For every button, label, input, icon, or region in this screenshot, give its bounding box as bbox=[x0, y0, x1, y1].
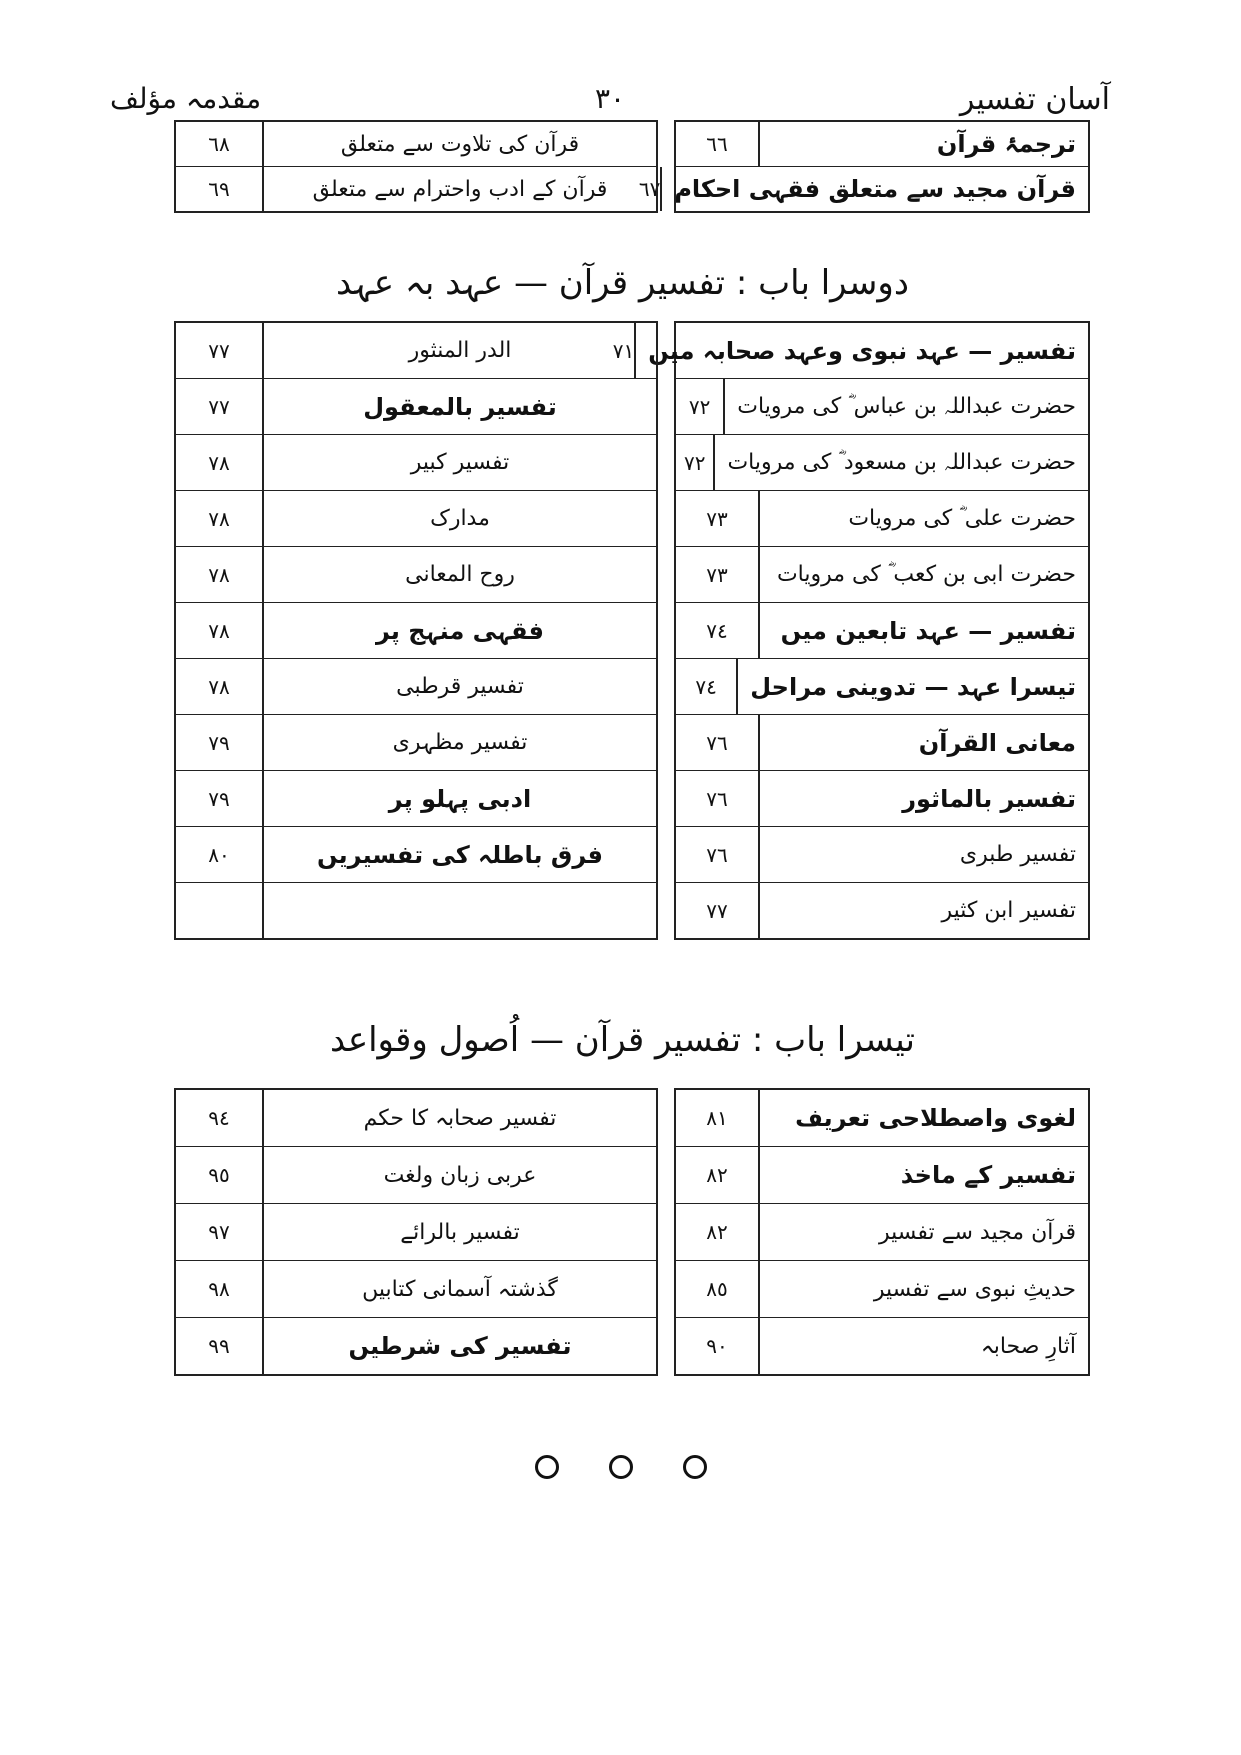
toc-entry-title: حضرت علی ؓ کی مرویات bbox=[848, 506, 1076, 531]
toc-entry-title: ترجمۂ قرآن bbox=[936, 130, 1076, 158]
chapter-2-heading: دوسرا باب : تفسیر قرآن — عہد بہ عہد bbox=[336, 263, 909, 303]
toc-entry-page: ٨١ bbox=[676, 1090, 760, 1146]
toc-row bbox=[676, 1318, 1088, 1374]
toc-row bbox=[176, 122, 656, 167]
toc-entry-title: فرق باطلہ کی تفسیریں bbox=[317, 840, 603, 869]
toc-entry-title: لغوی واصطلاحی تعریف bbox=[795, 1104, 1076, 1132]
toc-entry-page: ٩٧ bbox=[176, 1204, 264, 1260]
toc-row bbox=[176, 379, 656, 435]
toc-row bbox=[676, 659, 1088, 715]
toc-entry-title: قرآن مجید سے متعلق فقہی احکام bbox=[674, 175, 1076, 203]
toc-entry-title: الدر المنثور bbox=[408, 338, 512, 363]
toc-entry-page: ٧٦ bbox=[676, 715, 760, 770]
end-ornament bbox=[0, 1455, 1241, 1479]
toc-row bbox=[176, 323, 656, 379]
toc-entry-page: ٧٨ bbox=[176, 547, 264, 602]
toc-entry-title: تفسیر قرطبی bbox=[396, 674, 524, 699]
toc-column-left bbox=[174, 321, 658, 940]
toc-entry-page: ٩٥ bbox=[176, 1147, 264, 1203]
toc-row bbox=[176, 1147, 656, 1204]
toc-entry-title: قرآن کی تلاوت سے متعلق bbox=[340, 131, 580, 157]
toc-row bbox=[676, 435, 1088, 491]
toc-row bbox=[176, 491, 656, 547]
book-title: آسان تفسیر bbox=[959, 82, 1110, 117]
toc-entry-title: تفسیر بالرائے bbox=[400, 1219, 520, 1245]
toc-row bbox=[676, 547, 1088, 603]
toc-entry-title: حضرت ابی بن کعب ؓ کی مرویات bbox=[776, 562, 1076, 587]
toc-entry-page: ٧٧ bbox=[176, 379, 264, 434]
toc-entry-title: تفسیر بالمعقول bbox=[363, 392, 557, 421]
toc-entry-page: ٧٤ bbox=[676, 603, 760, 658]
toc-row bbox=[638, 167, 1088, 211]
toc-entry-page: ٧٢ bbox=[676, 379, 725, 434]
toc-column-right bbox=[612, 321, 1090, 940]
toc-entry-page: ٧٨ bbox=[176, 491, 264, 546]
ornament-circle bbox=[535, 1455, 559, 1479]
toc-row bbox=[676, 1147, 1088, 1204]
toc-row bbox=[176, 883, 656, 938]
toc-entry-page: ٨٢ bbox=[676, 1204, 760, 1260]
toc-entry-page: ٩٠ bbox=[676, 1318, 760, 1374]
toc-entry-title: حضرت عبداللہ بن مسعود ؓ کی مرویات bbox=[727, 450, 1076, 475]
toc-row bbox=[676, 771, 1088, 827]
toc-row bbox=[176, 1090, 656, 1147]
toc-entry-title: عربی زبان ولغت bbox=[383, 1162, 537, 1188]
toc-table-3 bbox=[155, 1088, 1090, 1376]
toc-entry-title: تفسیر کے ماخذ bbox=[900, 1161, 1076, 1189]
toc-entry-title: تفسیر — عہد تابعین میں bbox=[780, 616, 1076, 645]
toc-entry-title: تفسیر صحابہ کا حکم bbox=[363, 1105, 557, 1131]
toc-row bbox=[176, 547, 656, 603]
toc-entry-page: ٨٢ bbox=[676, 1147, 760, 1203]
toc-row bbox=[176, 1261, 656, 1318]
toc-entry-page: ٦٦ bbox=[676, 122, 760, 166]
toc-row bbox=[176, 435, 656, 491]
toc-entry-title: تفسیر مظہری bbox=[392, 730, 528, 755]
toc-entry-page: ٧٩ bbox=[176, 715, 264, 770]
toc-column-left bbox=[174, 120, 658, 213]
toc-row bbox=[676, 122, 1088, 167]
toc-row bbox=[676, 491, 1088, 547]
ornament-circle bbox=[683, 1455, 707, 1479]
toc-entry-page: ٦٩ bbox=[176, 167, 264, 211]
toc-entry-page: ٧٤ bbox=[676, 659, 738, 714]
toc-entry-page: ٧٢ bbox=[676, 435, 715, 490]
toc-entry-page: ٧٦ bbox=[676, 827, 760, 882]
ornament-circle bbox=[609, 1455, 633, 1479]
toc-entry-page: ٨٠ bbox=[176, 827, 264, 882]
chapter-3-heading: تیسرا باب : تفسیر قرآن — اُصول وقواعد bbox=[329, 1020, 916, 1060]
toc-entry-title: قرآن کے ادب واحترام سے متعلق bbox=[312, 176, 608, 202]
toc-entry-page: ٦٨ bbox=[176, 122, 264, 166]
toc-row bbox=[676, 883, 1088, 938]
toc-row bbox=[676, 715, 1088, 771]
toc-entry-title: گذشتہ آسمانی کتابیں bbox=[362, 1276, 558, 1302]
toc-row bbox=[676, 379, 1088, 435]
toc-entry-title: تفسیر کی شرطیں bbox=[348, 1332, 572, 1360]
section-title: مقدمہ مؤلف bbox=[110, 82, 262, 115]
toc-entry-page: ٧٨ bbox=[176, 603, 264, 658]
toc-entry-title: ادبی پہلو پر bbox=[388, 784, 532, 813]
toc-entry-title: فقہی منہج پر bbox=[376, 616, 544, 645]
toc-row bbox=[176, 1318, 656, 1374]
toc-row bbox=[176, 659, 656, 715]
toc-entry-title: تیسرا عہد — تدوینی مراحل bbox=[750, 672, 1076, 701]
toc-entry-page: ٧٧ bbox=[176, 323, 264, 378]
toc-table-2 bbox=[155, 321, 1090, 940]
toc-entry-page: ٨٥ bbox=[676, 1261, 760, 1317]
toc-column-left bbox=[174, 1088, 658, 1376]
page-number: ۳۰ bbox=[594, 82, 626, 115]
toc-row bbox=[676, 603, 1088, 659]
toc-row bbox=[176, 771, 656, 827]
toc-row bbox=[176, 715, 656, 771]
toc-entry-page: ٩٩ bbox=[176, 1318, 264, 1374]
toc-entry-page: ٧١ bbox=[613, 323, 636, 378]
toc-entry-title: تفسیر — عہد نبوی وعہد صحابہ میں bbox=[648, 336, 1076, 365]
toc-row bbox=[612, 323, 1088, 379]
toc-column-right bbox=[674, 1088, 1090, 1376]
toc-entry-title: تفسیر ابن کثیر bbox=[941, 898, 1076, 923]
toc-entry-title: روح المعانی bbox=[405, 562, 515, 587]
toc-entry-title: قرآن مجید سے تفسیر bbox=[878, 1219, 1076, 1245]
toc-entry-page bbox=[176, 883, 264, 938]
toc-entry-title: تفسیر کبیر bbox=[410, 450, 510, 475]
toc-entry-page: ٧٧ bbox=[676, 883, 760, 938]
toc-entry-page: ٦٧ bbox=[639, 167, 662, 211]
toc-entry-title: تفسیر بالماثور bbox=[902, 784, 1076, 813]
toc-entry-title bbox=[264, 883, 656, 938]
toc-column-right bbox=[638, 120, 1090, 213]
toc-row bbox=[176, 1204, 656, 1261]
toc-entry-title: تفسیر طبری bbox=[959, 842, 1076, 867]
toc-entry-title: آثارِ صحابہ bbox=[980, 1333, 1076, 1359]
toc-row bbox=[676, 1090, 1088, 1147]
toc-row bbox=[676, 827, 1088, 883]
toc-entry-page: ٧٣ bbox=[676, 547, 760, 602]
toc-row bbox=[676, 1204, 1088, 1261]
toc-row bbox=[176, 603, 656, 659]
toc-entry-page: ٧٦ bbox=[676, 771, 760, 826]
toc-entry-page: ٧٨ bbox=[176, 435, 264, 490]
toc-entry-title: معانی القرآن bbox=[918, 728, 1076, 757]
toc-row bbox=[676, 1261, 1088, 1318]
toc-entry-title: حدیثِ نبوی سے تفسیر bbox=[873, 1276, 1076, 1302]
toc-table-1 bbox=[155, 120, 1090, 213]
toc-entry-page: ٧٣ bbox=[676, 491, 760, 546]
toc-row bbox=[176, 167, 656, 211]
toc-entry-page: ٧٨ bbox=[176, 659, 264, 714]
toc-row bbox=[176, 827, 656, 883]
toc-entry-page: ٧٩ bbox=[176, 771, 264, 826]
toc-entry-page: ٩٤ bbox=[176, 1090, 264, 1146]
toc-entry-title: حضرت عبداللہ بن عباس ؓ کی مرویات bbox=[737, 394, 1076, 419]
toc-entry-page: ٩٨ bbox=[176, 1261, 264, 1317]
toc-entry-title: مدارک bbox=[430, 506, 490, 531]
